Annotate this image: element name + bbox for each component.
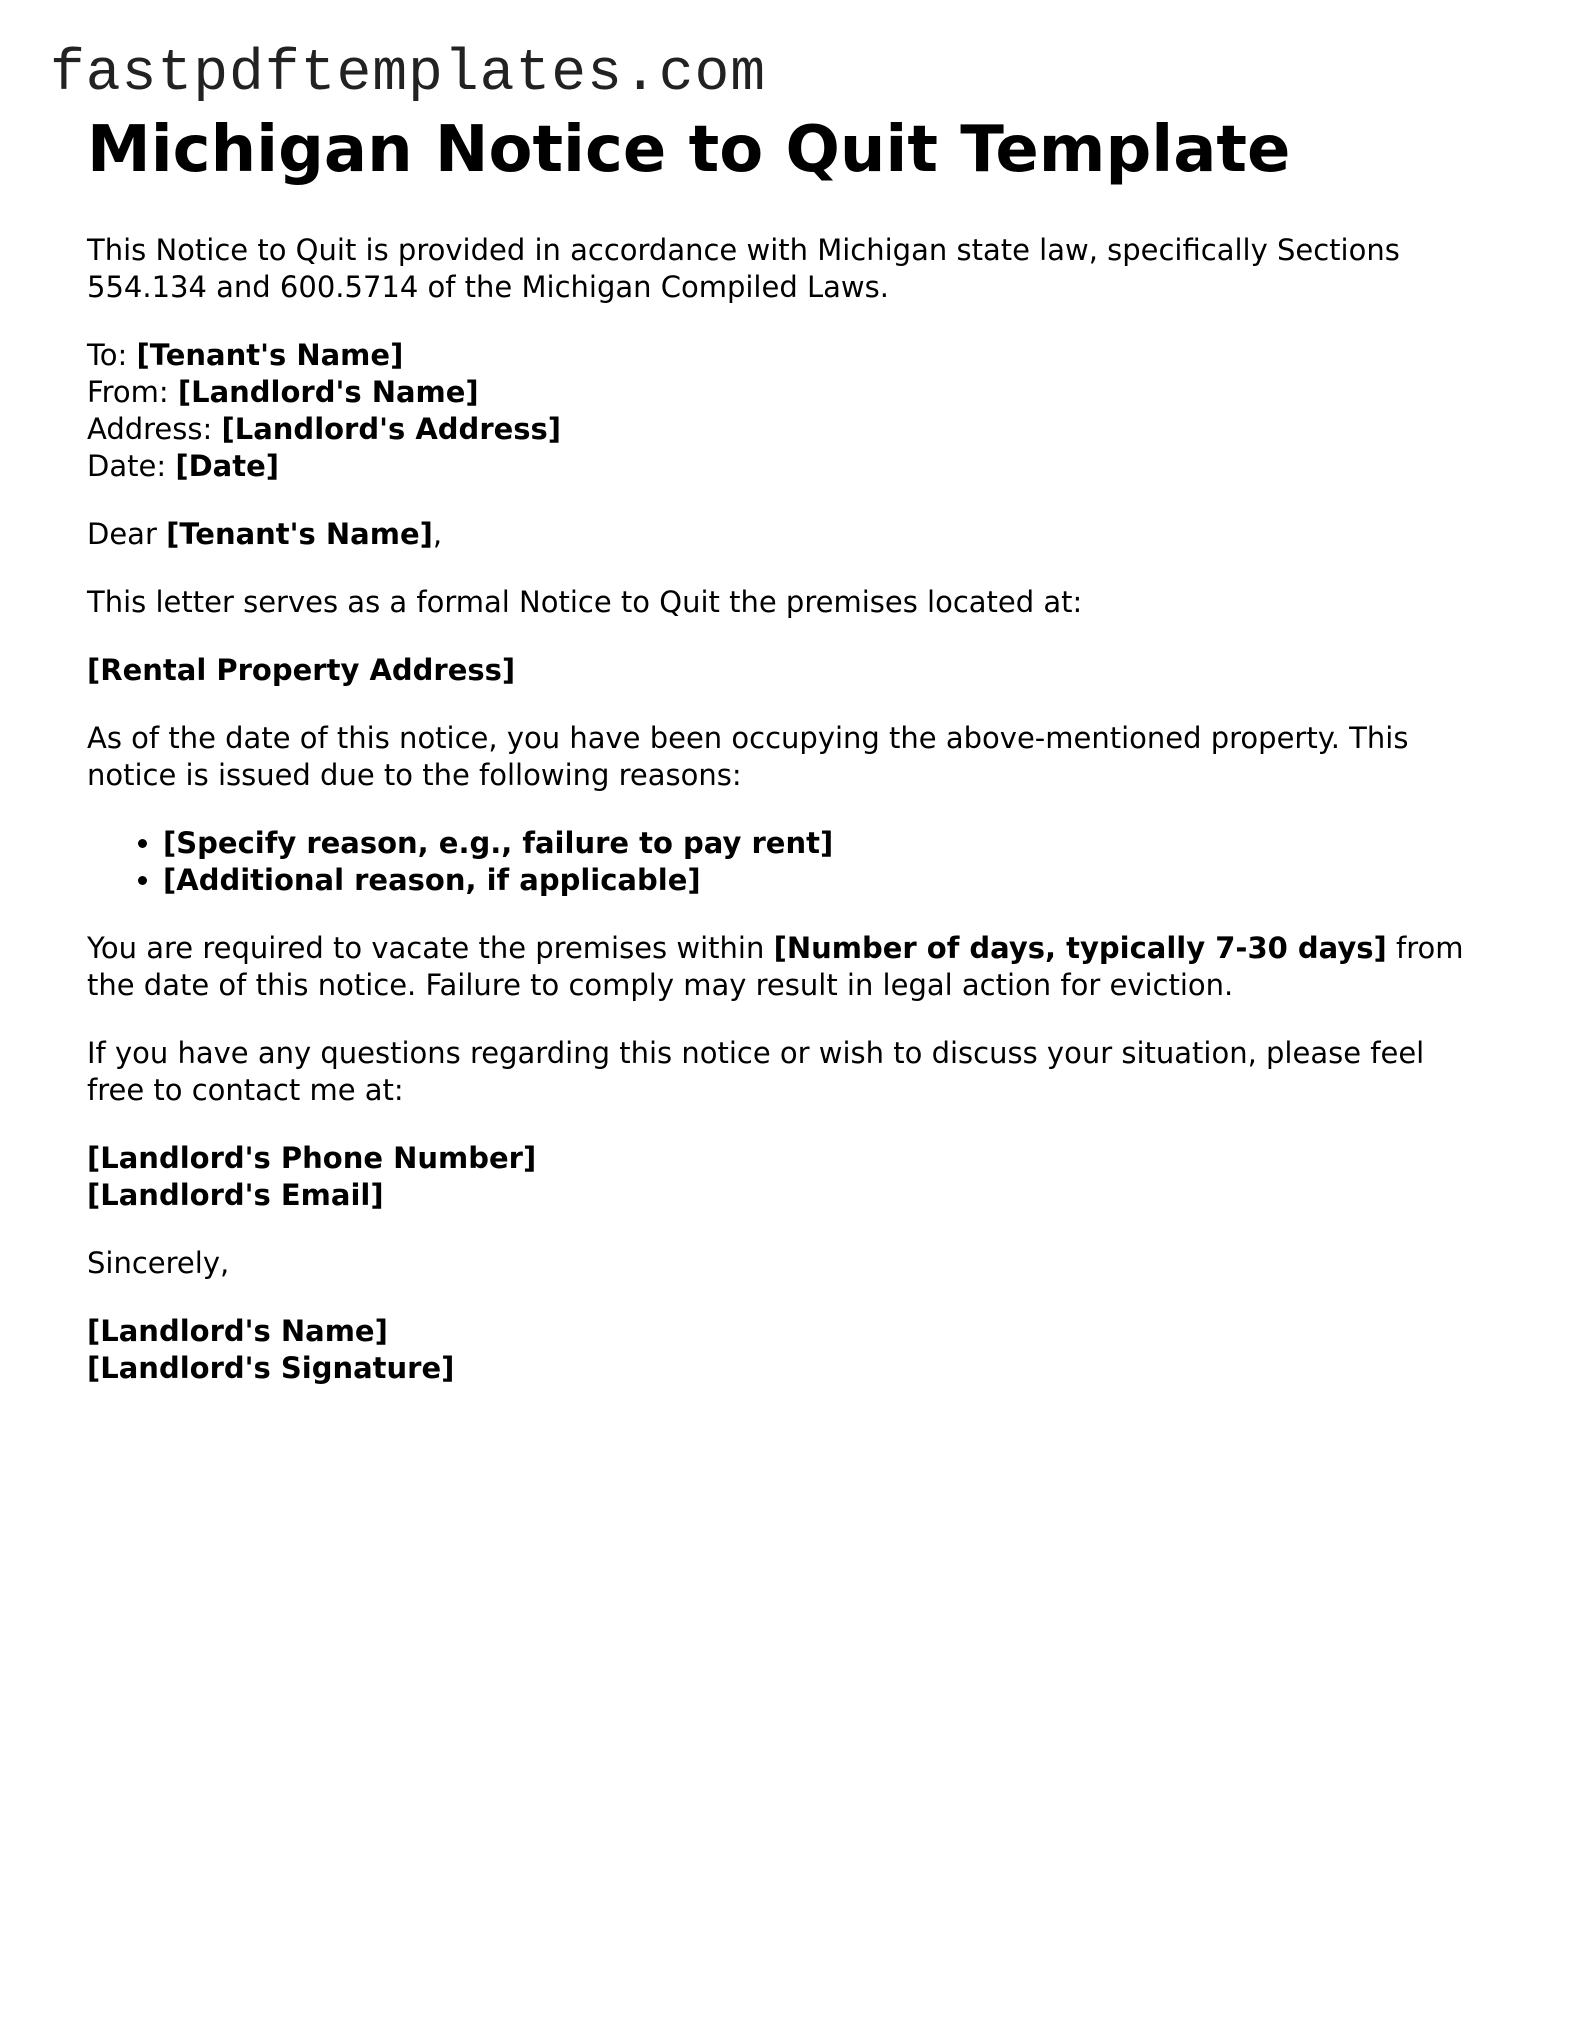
date-label: Date: bbox=[87, 449, 167, 483]
from-label: From: bbox=[87, 375, 169, 409]
date-value: [Date] bbox=[175, 449, 279, 483]
closing: Sincerely, bbox=[87, 1246, 230, 1280]
reason-text: [Specify reason, e.g., failure to pay rent] bbox=[163, 826, 834, 860]
signature-block bbox=[87, 1313, 1487, 1387]
salutation bbox=[87, 516, 1487, 553]
contact-email: [Landlord's Email] bbox=[87, 1178, 384, 1212]
vacate-days: [Number of days, typically 7-30 days] bbox=[773, 931, 1387, 965]
property-address bbox=[87, 652, 1487, 689]
address-value: [Landlord's Address] bbox=[221, 412, 562, 446]
vacate-before: You are required to vacate the premises within bbox=[87, 931, 765, 965]
reasons-intro: As of the date of this notice, you have been occupying the above-mentioned property. This notice is issued due to the following reasons: bbox=[87, 721, 1409, 792]
salutation-prefix: Dear bbox=[87, 517, 157, 551]
watermark: fastpdftemplates.com bbox=[50, 42, 767, 107]
document-title: Michigan Notice to Quit Template bbox=[87, 113, 1291, 187]
from-value: [Landlord's Name] bbox=[177, 375, 479, 409]
to-value: [Tenant's Name] bbox=[136, 338, 404, 372]
address-block bbox=[87, 337, 1487, 485]
salutation-name: [Tenant's Name] bbox=[166, 517, 433, 551]
signature-line: [Landlord's Signature] bbox=[87, 1351, 455, 1385]
vacate-paragraph bbox=[87, 930, 1487, 1004]
to-label: To: bbox=[87, 338, 128, 372]
salutation-suffix: , bbox=[432, 517, 443, 551]
address-label: Address: bbox=[87, 412, 213, 446]
signature-name: [Landlord's Name] bbox=[87, 1314, 388, 1348]
reason-text: [Additional reason, if applicable] bbox=[163, 863, 701, 897]
list-item bbox=[163, 862, 1487, 899]
reasons-list bbox=[87, 825, 1487, 899]
intro-paragraph: This Notice to Quit is provided in accordance with Michigan state law, specifically Sections 554.134 and 600.5714 of the Michigan Compiled Laws. bbox=[87, 233, 1400, 304]
serves-paragraph: This letter serves as a formal Notice to Quit the premises located at: bbox=[87, 585, 1083, 619]
contact-block bbox=[87, 1140, 1487, 1214]
property-address-value: [Rental Property Address] bbox=[87, 653, 516, 687]
list-item bbox=[163, 825, 1487, 862]
questions-paragraph: If you have any questions regarding this notice or wish to discuss your situation, please feel free to contact me at: bbox=[87, 1036, 1425, 1107]
contact-phone: [Landlord's Phone Number] bbox=[87, 1141, 537, 1175]
document-body bbox=[87, 112, 1487, 1418]
vacate-after: from the date of this notice. Failure to comply may result in legal action for eviction. bbox=[87, 931, 1464, 1002]
